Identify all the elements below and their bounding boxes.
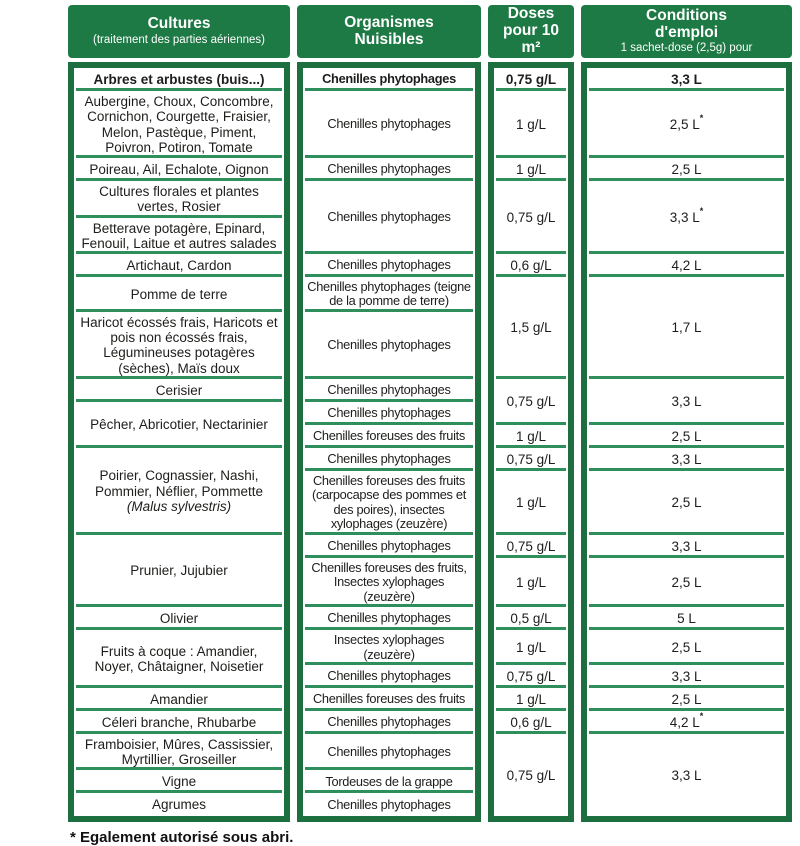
culture-cell: Cultures florales et plantes vertes, Rosier <box>68 181 290 218</box>
column-title: Conditions d'emploi <box>646 6 727 41</box>
culture-cell: Pêcher, Abricotier, Nectarinier <box>68 402 290 448</box>
conditions-cell: 2,5 L <box>581 688 792 711</box>
column-subtitle: 1 sachet-dose (2,5g) pour <box>620 42 753 55</box>
column-bottom-border <box>68 816 290 822</box>
dosage-table <box>68 5 792 846</box>
organism-cell: Chenilles phytophages <box>297 312 481 379</box>
column-title: Doses pour 10 m² <box>503 5 559 56</box>
dose-cell: 0,5 g/L <box>488 607 574 630</box>
conditions-cell: 4,2 L <box>581 254 792 277</box>
organism-cell: Chenilles phytophages <box>297 665 481 688</box>
culture-cell: Prunier, Jujubier <box>68 535 290 607</box>
dose-cell: 0,75 g/L <box>488 448 574 471</box>
organism-cell: Chenilles phytophages <box>297 68 481 91</box>
dose-cell: 1 g/L <box>488 558 574 607</box>
dose-cell: 1 g/L <box>488 425 574 448</box>
organism-cell: Chenilles phytophages <box>297 711 481 734</box>
culture-cell: Pomme de terre <box>68 277 290 312</box>
column-header-conditions <box>581 5 792 58</box>
asterisk-note-marker: * <box>699 711 704 722</box>
column-header-doses <box>488 5 574 58</box>
dose-cell: 0,75 g/L <box>488 535 574 558</box>
organism-cell: Chenilles phytophages <box>297 793 481 816</box>
dose-cell: 0,75 g/L <box>488 665 574 688</box>
organism-cell: Chenilles phytophages <box>297 379 481 402</box>
dose-cell: 1 g/L <box>488 688 574 711</box>
column-bottom-border <box>581 816 792 822</box>
culture-cell: Cerisier <box>68 379 290 402</box>
conditions-cell: 3,3 L <box>581 665 792 688</box>
culture-cell: Céleri branche, Rhubarbe <box>68 711 290 734</box>
conditions-cell: 1,7 L <box>581 277 792 379</box>
dose-cell: 0,6 g/L <box>488 711 574 734</box>
conditions-cell: 3,3 L <box>581 379 792 425</box>
organism-cell: Tordeuses de la grappe <box>297 770 481 793</box>
culture-cell: Poireau, Ail, Echalote, Oignon <box>68 158 290 181</box>
column-bottom-border <box>297 816 481 822</box>
dose-cell: 1 g/L <box>488 471 574 535</box>
culture-cell: Fruits à coque : Amandier, Noyer, Châtaigner, Noisetier <box>68 630 290 688</box>
organism-cell: Chenilles phytophages <box>297 607 481 630</box>
culture-cell: Haricot écossés frais, Haricots et pois non écossés frais, Légumineuses potagères (sèches), Maïs doux <box>68 312 290 379</box>
dose-cell: 0,75 g/L <box>488 181 574 254</box>
column-header-organismes <box>297 5 481 58</box>
organism-cell: Chenilles phytophages <box>297 734 481 771</box>
conditions-cell: 5 L <box>581 607 792 630</box>
dose-cell: 0,75 g/L <box>488 734 574 817</box>
organism-cell: Chenilles phytophages <box>297 402 481 425</box>
conditions-cell: 2,5 L <box>581 158 792 181</box>
organism-cell: Chenilles foreuses des fruits, Insectes xylophages (zeuzère) <box>297 558 481 607</box>
conditions-cell: 4,2 L* <box>581 711 792 734</box>
conditions-cell: 3,3 L* <box>581 181 792 254</box>
conditions-cell: 3,3 L <box>581 68 792 91</box>
conditions-cell: 2,5 L <box>581 425 792 448</box>
dose-cell: 0,75 g/L <box>488 68 574 91</box>
dose-cell: 1 g/L <box>488 158 574 181</box>
culture-cell: Aubergine, Choux, Concombre, Cornichon, Courgette, Fraisier, Melon, Pastèque, Piment, Poivron, Potiron, Tomate <box>68 91 290 158</box>
culture-cell: Vigne <box>68 770 290 793</box>
culture-cell: Olivier <box>68 607 290 630</box>
conditions-cell: 2,5 L <box>581 558 792 607</box>
organism-cell: Insectes xylophages (zeuzère) <box>297 630 481 665</box>
dose-cell: 0,75 g/L <box>488 379 574 425</box>
organism-cell: Chenilles phytophages <box>297 448 481 471</box>
table-header-row <box>68 5 792 58</box>
conditions-cell: 2,5 L <box>581 630 792 665</box>
culture-cell: Arbres et arbustes (buis...) <box>68 68 290 91</box>
culture-cell: Artichaut, Cardon <box>68 254 290 277</box>
conditions-cell: 3,3 L <box>581 734 792 817</box>
organism-cell: Chenilles foreuses des fruits <box>297 688 481 711</box>
organism-cell: Chenilles phytophages <box>297 181 481 254</box>
asterisk-note-marker: * <box>699 113 704 124</box>
table-body <box>68 62 792 822</box>
culture-cell: Framboisier, Mûres, Cassissier, Myrtillier, Groseiller <box>68 734 290 771</box>
dose-cell: 1 g/L <box>488 630 574 665</box>
organism-cell: Chenilles phytophages <box>297 158 481 181</box>
asterisk-note-marker: * <box>699 206 704 217</box>
column-title: Organismes Nuisibles <box>344 13 434 48</box>
organism-cell: Chenilles phytophages <box>297 254 481 277</box>
dose-cell: 1 g/L <box>488 91 574 158</box>
column-subtitle: (traitement des parties aériennes) <box>93 34 265 47</box>
dose-cell: 0,6 g/L <box>488 254 574 277</box>
column-bottom-border <box>488 816 574 822</box>
culture-cell: Amandier <box>68 688 290 711</box>
culture-cell: Agrumes <box>68 793 290 816</box>
column-header-cultures <box>68 5 290 58</box>
footnote: * Egalement autorisé sous abri. <box>70 829 294 846</box>
organism-cell: Chenilles foreuses des fruits (carpocapse des pommes et des poires), insectes xylophages (zeuzère) <box>297 471 481 535</box>
conditions-cell: 2,5 L* <box>581 91 792 158</box>
conditions-cell: 3,3 L <box>581 448 792 471</box>
organism-cell: Chenilles phytophages <box>297 91 481 158</box>
culture-cell: Betterave potagère, Epinard, Fenouil, Laitue et autres salades <box>68 218 290 255</box>
dose-cell: 1,5 g/L <box>488 277 574 379</box>
culture-cell: Poirier, Cognassier, Nashi, Pommier, Néflier, Pommette (Malus sylvestris) <box>68 448 290 535</box>
organism-cell: Chenilles phytophages (teigne de la pomme de terre) <box>297 277 481 312</box>
organism-cell: Chenilles foreuses des fruits <box>297 425 481 448</box>
organism-cell: Chenilles phytophages <box>297 535 481 558</box>
column-title: Cultures <box>147 15 211 33</box>
conditions-cell: 3,3 L <box>581 535 792 558</box>
conditions-cell: 2,5 L <box>581 471 792 535</box>
